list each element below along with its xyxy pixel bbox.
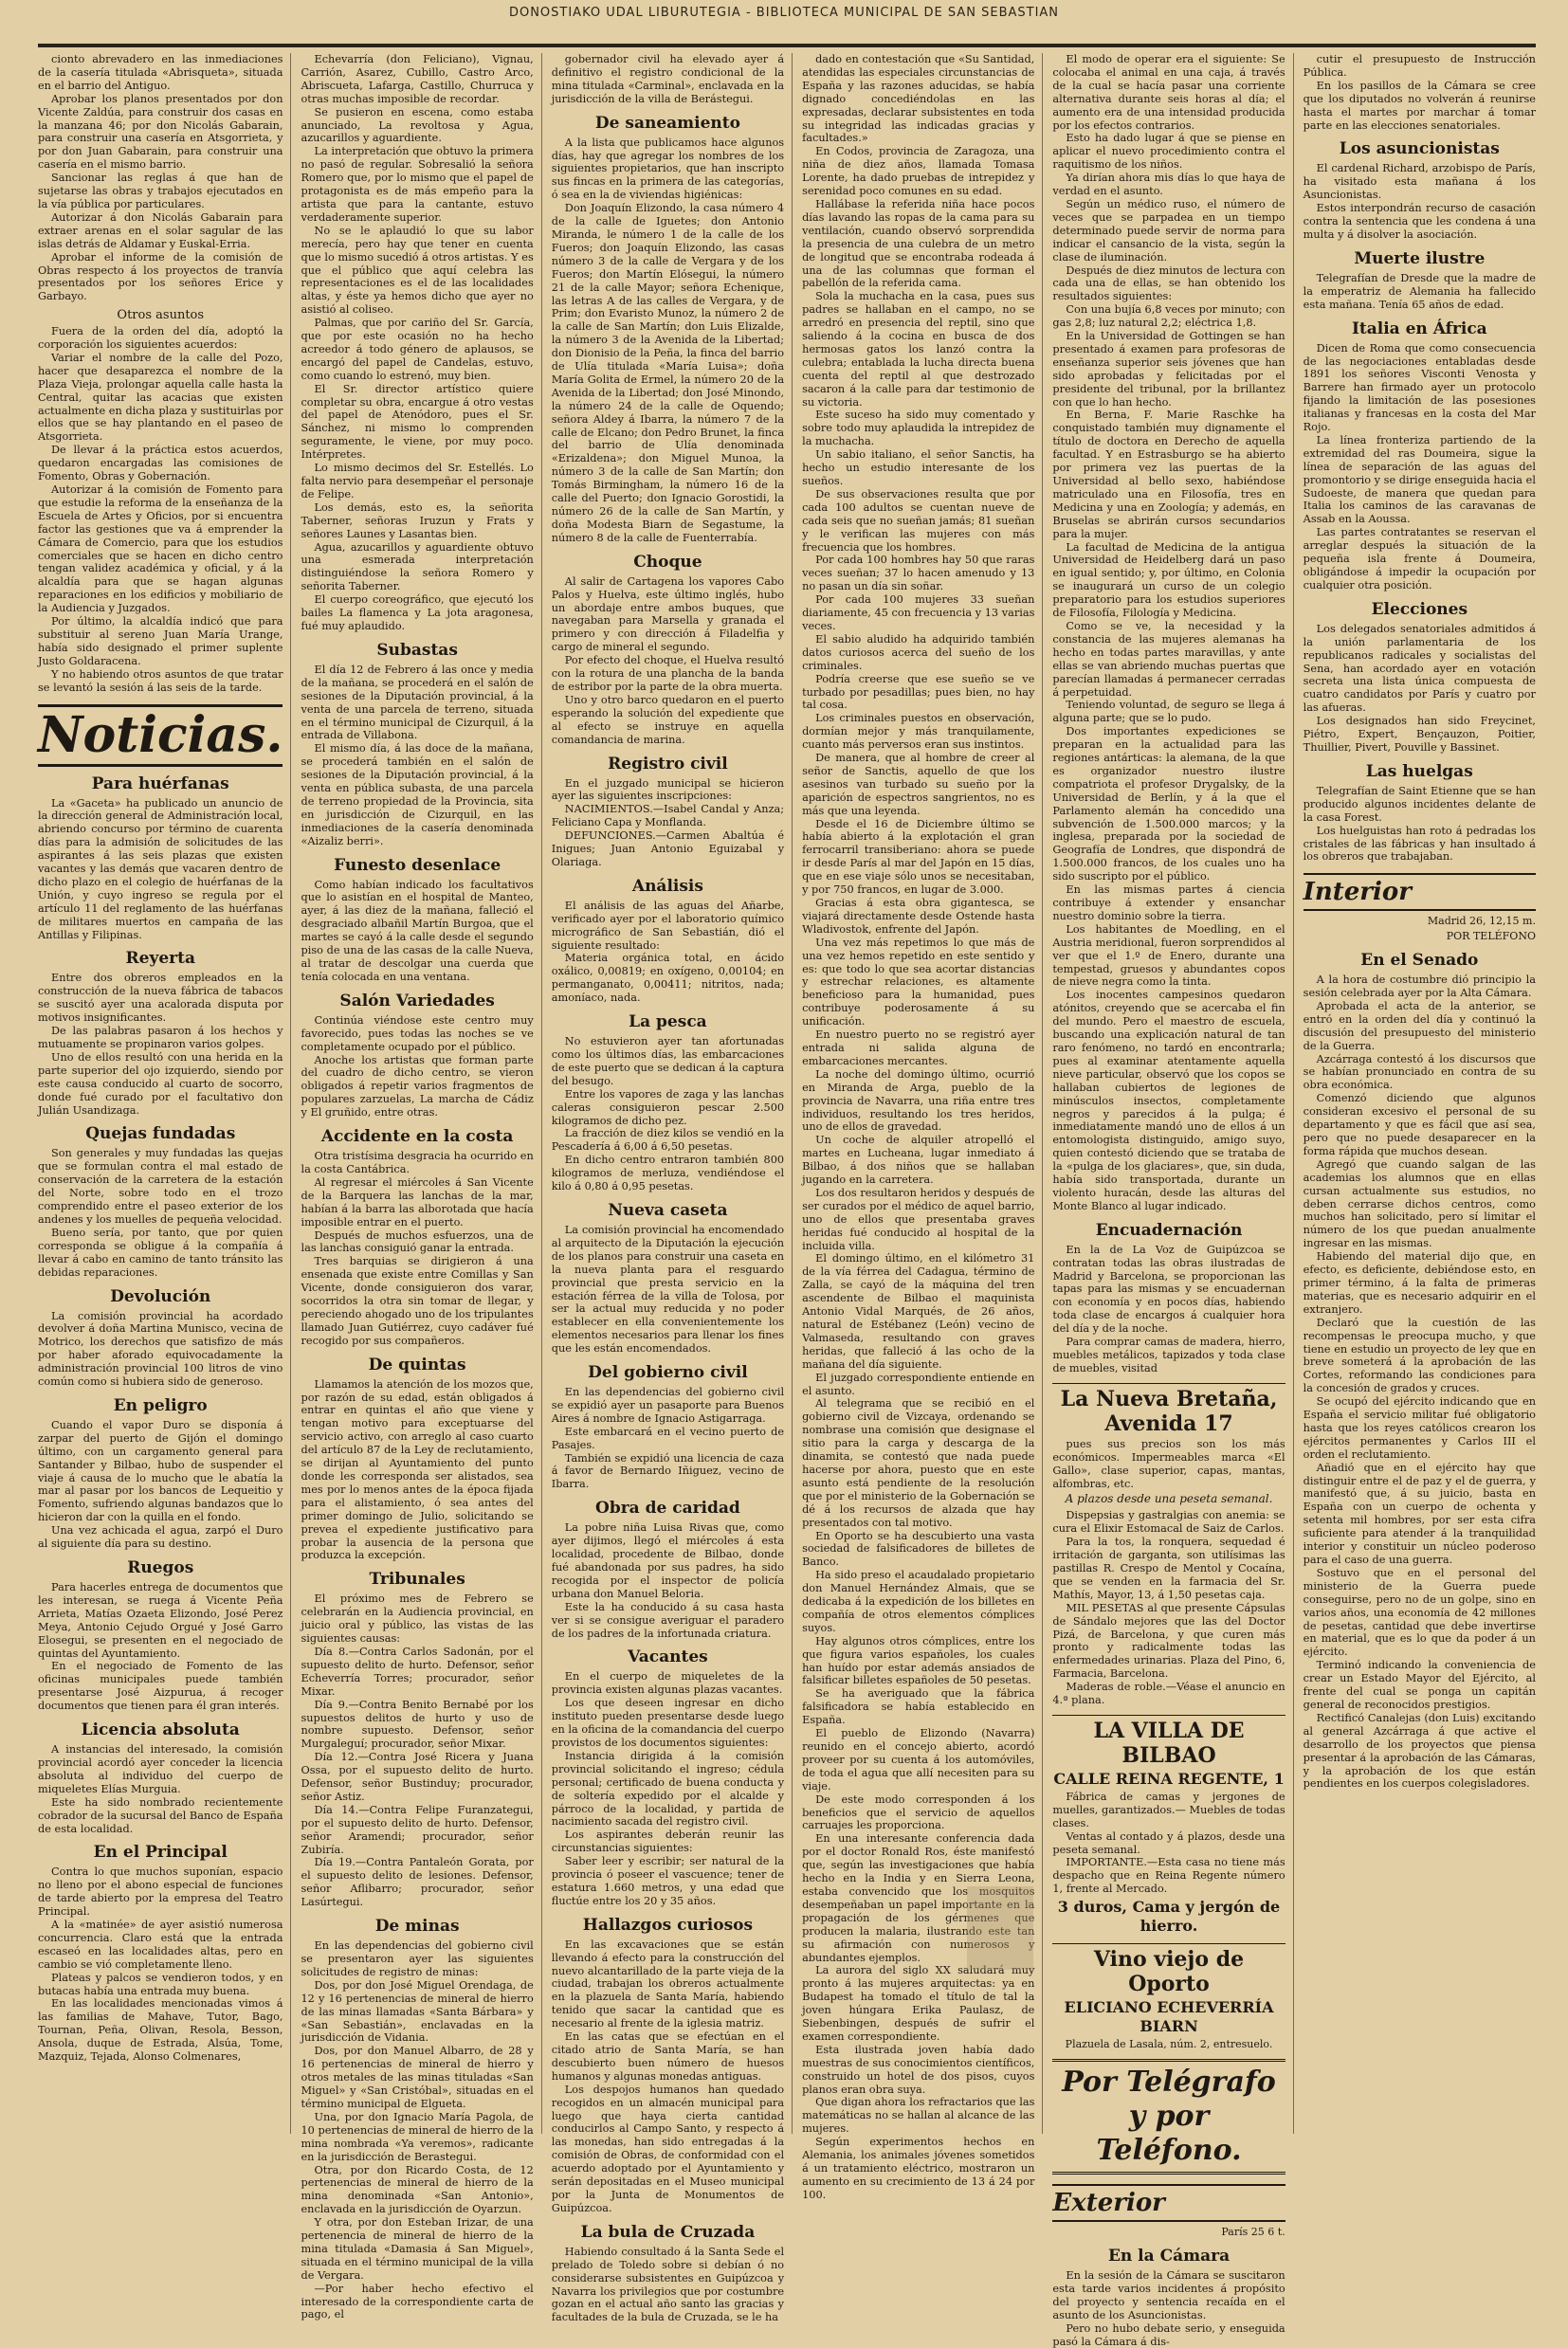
paragraph: Día 8.—Contra Carlos Sadonán, por el supuesto delito de hurto. Defensor, señor Echeverría Torres; procurador, señor Mixar. (301, 1645, 534, 1698)
paragraph: Un sabio italiano, el señor Sanctis, ha hecho un estudio interesante de los sueños. (802, 448, 1035, 487)
section-heading: Los asuncionistas (1339, 139, 1500, 159)
paragraph: En dicho centro entraron también 800 kilogramos de merluza, vendiéndose el kilo á 0,80 á 0,95 pesetas. (551, 1154, 785, 1193)
paragraph: Una vez más repetimos lo que más de una vez hemos repetido en este sentido y es: que todo lo que sea acortar distancias y estrechar relaciones, es altamente beneficioso para la humanidad, pues contribuye poderosamente á su unificación. (802, 936, 1035, 1028)
paragraph: En el negociado de Fomento de las oficinas municipales puede también presentarse José Aizpurua, á recoger documentos que tienen para él gran interés. (38, 1660, 283, 1713)
paragraph: Por último, la alcaldía indicó que para substituir al sereno Juan María Urange, había sido designado el primer suplente Justo Goldaracena. (38, 615, 283, 667)
paragraph: Los huelguistas han roto á pedradas los cristales de las fábricas y han insultado á los obreros que trabajaban. (1303, 824, 1536, 864)
paragraph: Que digan ahora los refractarios que las matemáticas no se hallan al alcance de las mujeres. (802, 2096, 1035, 2136)
paragraph: Instancia dirigida á la comisión provincial solicitando el ingreso; cédula personal; certificado de buena conducta y de soltería expedido por el alcalde y párroco de la localidad, y partida de nacimiento sacada del registro civil. (551, 1749, 785, 1829)
paragraph: Habiendo consultado á la Santa Sede el prelado de Toledo sobre si debían ó no considerarse subsistentes en Guipúzcoa y Navarra los privilegios que por costumbre gozan en el actual año santo las gracias y facultades de la bula de Cruzada, se le ha (551, 2245, 785, 2324)
section-heading: Registro civil (608, 754, 728, 774)
section-heading: Muerte ilustre (1354, 248, 1486, 268)
paragraph: La aurora del siglo XX saludará muy pronto á las mujeres arquitectas: ya en Budapest ha tomado el título de tal la joven húngara Erika Paulasz, de Siebenbingen, después de sufrir el examen correspondiente. (802, 1964, 1035, 2043)
paragraph: Al telegrama que se recibió en el gobierno civil de Vizcaya, ordenando se nombrase una comisión que designase el sitio para la carga y descarga de la dinamita, se contestó que nada puede hacerse por ahora, puesto que en este asunto está pendiente de la resolución que por el ministerio de la Gobernación se dé á los recursos de alzada que hay presentados con tal motivo. (802, 1397, 1035, 1529)
paragraph: Agregó que cuando salgan de las academias los alumnos que en ellas cursan actualmente sus estudios, no deben cerrarse dichos centros, como muchos han solicitado, pero sí limitar el número de los que puedan anualmente ingresar en las mismas. (1303, 1157, 1536, 1250)
paragraph: En las catas que se efectúan en el citado atrio de Santa María, se han descubierto buen número de huesos humanos y algunas monedas antiguas. (551, 2030, 785, 2083)
paragraph: Añadió que en el ejército hay que distinguir entre el de paz y el de guerra, y manifestó que, á su juicio, basta en España con un cuerpo de ochenta y setenta mil hombres, por ser esta cifra suficiente para atender á la tranquilidad interior y constituir un núcleo poderoso para el caso de una guerra. (1303, 1461, 1536, 1566)
paragraph: Los inocentes campesinos quedaron atónitos, creyendo que se acercaba el fin del mundo. Pero el maestro de escuela, buscando una explicación natural de tan raro fenómeno, no tardó en encontrarla; pues al examinar atentamente aquella nieve particular, observó que los copos se hallaban cubiertos de legiones de minúsculos insectos, completamente negros y parecidos á la pulga; é inmediatamente mandó uno de ellos á un entomologista distinguido, amigo suyo, quien contestó diciendo que se trataba de la «pulga de los glaciares», que, sin duda, había sido transportada, durante un violento huracán, desde las alturas del Monte Blanco al lugar indicado. (1052, 989, 1285, 1212)
paragraph: Aprobar los planos presentados por don Vicente Zaldúa, para construir dos casas en la manzana 46; por don Nicolás Gabarain, para construir una casería en Atsgorrieta, y por don Juan Gabarain, para construir una casería en el mismo barrio. (38, 92, 283, 172)
paragraph: De las palabras pasaron á los hechos y mutuamente se propinaron varios golpes. (38, 1025, 283, 1050)
paragraph: Otra, por don Ricardo Costa, de 12 pertenencias de mineral de hierro de la mina denominada «San Antonio», enclavada en la jurisdicción de Oyarzun. (301, 2163, 534, 2216)
paragraph: Este ha sido nombrado recientemente cobrador de la sucursal del Banco de España de esta localidad. (38, 1795, 283, 1835)
paragraph: El sabio aludido ha adquirido también datos curiosos acerca del sueño de los criminales. (802, 632, 1035, 672)
paragraph: Tres barquias se dirigieron á una ensenada que existe entre Comillas y San Vicente, donde consiguieron dos varar, socorridos la otra sin tomar de llegar, y pereciendo ahogado uno de los tripulantes llamado Juan Gutiérrez, cuyo cadáver fué recogido por sus compañeros. (301, 1255, 534, 1347)
column-3 (551, 53, 793, 2324)
paragraph: El cardenal Richard, arzobispo de París, ha visitado esta mañana á los Asuncionistas. (1303, 162, 1536, 202)
paragraph: Anoche los artistas que forman parte del cuadro de dicho centro, se vieron obligados á repetir varios fragmentos de populares zarzuelas, La marcha de Cádiz y El gruñido, entre otras. (301, 1053, 534, 1119)
paragraph: cutir el presupuesto de Instrucción Pública. (1303, 53, 1536, 79)
paragraph: Gracias á esta obra gigantesca, se viajará directamente desde Ostende hasta Wladivostok, enfrente del Japón. (802, 897, 1035, 936)
paragraph: Continúa viéndose este centro muy favorecido, pues todas las noches se ve completamente ocupado por el público. (301, 1013, 534, 1053)
section-heading: Licencia absoluta (81, 1720, 240, 1740)
section-heading: Choque (633, 552, 702, 572)
paragraph: En la Universidad de Gottingen se han presentado á examen para profesoras de enseñanza superior seis jóvenes que han sido aprobadas y felicitadas por el presidente del tribunal, por la brillantez con que lo han hecho. (1052, 330, 1285, 409)
ad-villa-bilbao-title: LA VILLA DE BILBAO (1052, 1715, 1285, 1768)
paragraph: Dos importantes expediciones se preparan en la actualidad para las regiones antárticas: la alemana, de la que es organizador nuestro ilustre compatriota el profesor Drygalsky, de la Universidad de Berlín, y á la que el Parlamento alemán ha concedido una subvención de 1.500.000 marcos; y la inglesa, preparada por la sociedad de Geografía de Londres, que dispondrá de 1.500.000 francos, de los cuales uno ha sido suscripto por el público. (1052, 725, 1285, 883)
paragraph: Sostuvo que en el personal del ministerio de la Guerra puede conseguirse, pero no de un golpe, sino en varios años, una economía de 42 millones de pesetas, cantidad que debe invertirse en material, que es lo que da poder á un ejército. (1303, 1566, 1536, 1659)
paragraph: Este suceso ha sido muy comentado y sobre todo muy aplaudida la intrepidez de la muchacha. (802, 409, 1035, 448)
paragraph: Un coche de alquiler atropelló el martes en Lucheana, lugar inmediato á Bilbao, á dos niños que se hallaban jugando en la carretera. (802, 1134, 1035, 1187)
paragraph: Plateas y palcos se vendieron todos, y en butacas había una entrada muy buena. (38, 1971, 283, 1997)
paragraph: Teniendo voluntad, de seguro se llega á alguna parte; que se lo pudo. (1052, 699, 1285, 725)
ad-villa-bilbao-address: CALLE REINA REGENTE, 1 (1053, 1769, 1285, 1788)
paragraph: Telegrafían de Saint Etienne que se han producido algunos incidentes delante de la casa Forest. (1303, 784, 1536, 824)
paragraph: Ya dirían ahora mis días lo que haya de verdad en el asunto. (1052, 172, 1285, 198)
section-heading: La pesca (629, 1012, 707, 1032)
paragraph: Bueno sería, por tanto, que por quien corresponda se obligue á la compañía á llevar á cabo en camino de tanto tránsito las debidas reparaciones. (38, 1226, 283, 1279)
paragraph: Esto ha dado lugar á que se piense en aplicar el nuevo procedimiento contra el raquitismo de los niños. (1052, 132, 1285, 172)
section-heading: Accidente en la costa (320, 1127, 514, 1147)
paragraph: En las localidades mencionadas vimos á las familias de Mahave, Tutor, Bago, Tournan, Peña, Olivan, Resola, Besson, Ansola, duque de Estrada, Alsúa, Tome, Mazquiz, Tejada, Alonso Colmenares, (38, 1997, 283, 2064)
paragraph: La comisión provincial ha encomendado al arquitecto de la Diputación la ejecución de los planos para construir una caseta en la nueva planta para el resguardo provincial que presta servicio en la estación férrea de la villa de Tolosa, por ser la actual muy reducida y no poder establecer en ella convenientemente los elementos necesarios para llenar los fines que les están encomendados. (551, 1223, 785, 1356)
paragraph: La facultad de Medicina de la antigua Universidad de Heidelberg dará un paso en igual sentido; y, por último, en Colonia se inaugurará un curso de un colegio preparatorio para los estudios superiores de Filosofía, Filología y Medicina. (1052, 540, 1285, 620)
section-heading: Ruegos (127, 1558, 194, 1577)
paragraph: Al regresar el miércoles á San Vicente de la Barquera las lanchas de la mar, habían á la barra las alborotada que hacía imposible entrar en el puerto. (301, 1175, 534, 1229)
paragraph: Una, por don Ignacio María Pagola, de 10 pertenencias de mineral de hierro de la mina nombrada «Ya veremos», radicante en la jurisdicción de Berastegui. (301, 2110, 534, 2163)
section-heading: En el Senado (1360, 951, 1479, 971)
paragraph: —Por haber hecho efectivo el interesado de la correspondiente carta de pago, el (301, 2282, 534, 2321)
paragraph: En las dependencias del gobierno civil se expidió ayer un pasaporte para Buenos Aires á nombre de Ignacio Astigarraga. (551, 1386, 785, 1425)
paragraph: DEFUNCIONES.—Carmen Abaltúa é Inigues; Juan Antonio Eguizabal y Olariaga. (551, 829, 785, 868)
paragraph: cionto abrevadero en las inmediaciones de la casería titulada «Abrisqueta», situada en el barrio del Antiguo. (38, 53, 283, 92)
section-heading: Subastas (376, 640, 458, 660)
paragraph: De sus observaciones resulta que por cada 100 adultos se cuentan nueve de cada seis que no sueñan jamás; 81 sueñan y le verifican las mujeres con más frecuencia que los hombres. (802, 487, 1035, 554)
section-heading: Devolución (110, 1286, 211, 1306)
paragraph: Por cada 100 hombres hay 50 que raras veces sueñan; 37 lo hacen amenudo y 13 no pasan un día sin soñar. (802, 554, 1035, 593)
paragraph: El juzgado correspondiente entiende en el asunto. (802, 1371, 1035, 1397)
section-heading: Nueva caseta (608, 1200, 728, 1220)
paragraph: A la lista que publicamos hace algunos días, hay que agregar los nombres de los siguientes propietarios, que han inscripto sus fincas en la primera de las categorías, ó sea en la de viviendas higiénicas: (551, 136, 785, 202)
paragraph: En Codos, provincia de Zaragoza, una niña de diez años, llamada Tomasa Lorente, ha dado pruebas de intrepidez y serenidad poco comunes en su edad. (802, 145, 1035, 198)
paragraph: Los despojos humanos han quedado recogidos en un almacén municipal para luego que haya cierta cantidad conducirlos al Campo Santo, y respecto á las monedas, han sido entregadas á la comisión de Obras, de conformidad con el acuerdo adoptado por el Ayuntamiento y serán depositadas en el Museo municipal por la Junta de Monumentos de Guipúzcoa. (551, 2083, 785, 2214)
paragraph: En la de La Voz de Guipúzcoa se contratan todas las obras ilustradas de Madrid y Barcelona, se proporcionan las tapas para las mismas y se encuadernan con economía y en pocos días, habiendo toda clase de encargos á cualquier hora del día y de la noche. (1052, 1243, 1285, 1336)
paragraph: Hallábase la referida niña hace pocos días lavando las ropas de la cama para su ventilación, cuando observó sorprendida la presencia de una culebra de un metro de longitud que se encontraba rodeada á una de las columnas que forman el pabellón de la referida cama. (802, 197, 1035, 290)
paragraph: Los delegados senatoriales admitidos á la unión parlamentaria de los republicanos radicales y socialistas del Sena, han acordado ayer en votación secreta una lista única compuesta de cuatro candidatos por París y cuatro por las afueras. (1303, 622, 1536, 715)
paragraph: Sancionar las reglas á que han de sujetarse las obras y trabajos ejecutados en la vía pública por particulares. (38, 172, 283, 210)
paragraph: Los habitantes de Moedling, en el Austria meridional, fueron sorprendidos al ver que el 1.º de Enero, durante una tempestad, gruesos y abundantes copos de nieve negra como la tinta. (1052, 922, 1285, 989)
paragraph: Fábrica de camas y jergones de muelles, garantizados.— Muebles de todas clases. (1052, 1790, 1285, 1829)
paragraph: Día 12.—Contra José Ricera y Juana Ossa, por el supuesto delito de hurto. Defensor, señor Bustinduy; procurador, señor Astiz. (301, 1751, 534, 1803)
paragraph: gobernador civil ha elevado ayer á definitivo el registro condicional de la mina titulada «Carminal», enclavada en la jurisdicción de la villa de Berástegui. (551, 53, 785, 105)
paragraph: Por efecto del choque, el Huelva resultó con la rotura de una plancha de la banda de estribor por la parte de la obra muerta. (551, 654, 785, 693)
paragraph: Según experimentos hechos en Alemania, los animales jóvenes sometidos á un tratamiento eléctrico, mostraron un aumento en su crecimiento de 13 á 24 por 100. (802, 2136, 1035, 2201)
noticias-title: Noticias. (38, 704, 283, 767)
dateline: Madrid 26, 12,15 m. (1427, 915, 1536, 928)
paragraph: El pueblo de Elizondo (Navarra) reunido en el concejo abierto, acordó proveer por su cuenta á los automóviles, de toda el agua que allí necesiten para su viaje. (802, 1727, 1035, 1793)
paragraph: Pero no hubo debate serio, y enseguida pasó la Cámara á dis- (1052, 2321, 1285, 2348)
paragraph: Como se ve, la necesidad y la constancia de las mujeres alemanas ha hecho en todas partes maravillas, y ante ellas se van abriendo muchas puertas que parecían llamadas á permanecer cerradas á perpetuidad. (1052, 619, 1285, 699)
section-heading: Obra de caridad (595, 1499, 740, 1519)
paragraph: MIL PESETAS al que presente Cápsulas de Sándalo mejores que las del Doctor Pizá, de Barcelona, y que curen más pronto y radicalmente todas las enfermedades urinarias. Plaza del Pino, 6, Farmacia, Barcelona. (1052, 1601, 1285, 1681)
paragraph: Las partes contratantes se reservan el arreglar después la situación de la pequeña isla frente á Doumeira, obligándose á impedir la ocupación por cualquier otra posición. (1303, 526, 1536, 592)
paragraph: A instancias del interesado, la comisión provincial acordó ayer conceder la licencia absoluta al individuo del cuerpo de miqueletes Elías Murguia. (38, 1743, 283, 1795)
section-heading: Quejas fundadas (85, 1124, 236, 1144)
paragraph: Este embarcará en el vecino puerto de Pasajes. (551, 1425, 785, 1451)
paragraph: En Oporto se ha descubierto una vasta sociedad de falsificadores de billetes de Banco. (802, 1529, 1035, 1569)
paragraph: Se ocupó del ejército indicando que en España el servicio militar fué obligatorio hasta que los reyes católicos crearon los ejércitos permanentes y Carlos III el orden el reclutamiento. (1303, 1395, 1536, 1461)
paragraph: dado en contestación que «Su Santidad, atendidas las especiales circunstancias de España y las razones aducidas, se había dignado concediéndolas en las expresadas, declarar subsistentes en toda su integridad las indicadas gracias y facultades.» (802, 53, 1035, 145)
section-heading: De saneamiento (594, 113, 740, 133)
paragraph: Hay algunos otros cómplices, entre los que figura varios españoles, los cuales han huído por estar además ansiados de falsificar billetes españoles de 50 pesetas. (802, 1634, 1035, 1687)
ad-plazos-note: A plazos desde una peseta semanal. (1065, 1492, 1273, 1506)
paragraph: Declaró que la cuestión de las recompensas le preocupa mucho, y que tiene en estudio un proyecto de ley que en breve someterá á la aprobación de las Cortes, reformando las condiciones para la concesión de grados y cruces. (1303, 1316, 1536, 1395)
section-heading: Hallazgos curiosos (582, 1915, 754, 1935)
section-heading: Vacantes (628, 1647, 708, 1667)
section-heading: La bula de Cruzada (580, 2222, 756, 2242)
paragraph: Fuera de la orden del día, adoptó la corporación los siguientes acuerdos: (38, 325, 283, 352)
paragraph: Después de muchos esfuerzos, una de las lanchas consiguió ganar la entrada. (301, 1229, 534, 1255)
paragraph: Para la tos, la ronquera, sequedad é irritación de garganta, son utilísimas las pastillas R. Crespo de Mentol y Cocaína, que se venden en la farmacia del Sr. Mathís, Mayor, 13, á 1,50 pesetas caja. (1052, 1536, 1285, 1601)
paragraph: La línea fronteriza partiendo de la extremidad del ras Doumeira, sigue la línea de separación de las aguas del promontorio y se dirige enseguida hacia el Sudoeste, de manera que quedan para Italia los caminos de las caravanas de Assab en la Aoussa. (1303, 433, 1536, 526)
paragraph: Cuando el vapor Duro se disponía á zarpar del puerto de Gijón el domingo último, con un cargamento general para Santander y Bilbao, hubo de suspender el viaje á causa de lo mucho que le abatía la mar al pasar por los bancos de Lequeitio y Fomento, sufriendo algunas bandazos que lo hicieron dar con la quilla en el fondo. (38, 1418, 283, 1524)
paragraph: Habiendo del material dijo que, en efecto, es deficiente, debiéndose esto, en primer término, á la falta de primeras materias, que es necesario adquirir en el extranjero. (1303, 1250, 1536, 1316)
paragraph: Rectificó Canalejas (don Luis) excitando al general Azcárraga á que active el desarrollo de los proyectos que piensa presentar á la aprobación de las Cámaras, y la aprobación de los que están pendientes en los cuerpos colegisladores. (1303, 1711, 1536, 1791)
section-heading: Análisis (631, 876, 703, 896)
paragraph: Después de diez minutos de lectura con cada una de ellas, se han obtenido los resultados siguientes: (1052, 264, 1285, 303)
paragraph: En Berna, F. Marie Raschke ha conquistado también muy dignamente el título de doctora en Derecho de aquella facultad. Y en Estrasburgo se ha abierto por primera vez las puertas de la Universidad al bello sexo, habiéndose matriculado una en Filosofía, tres en Medicina y una en Zoología; y además, en Bruselas se abrirán cursos secundarios para la mujer. (1052, 409, 1285, 540)
paragraph: El domingo último, en el kilómetro 31 de la vía férrea del Cadagua, término de Zalla, se cayó de la máquina del tren ascendente de Bilbao el maquinista Antonio Vidal Marqués, de 26 años, natural de Estébanez (León) vecino de Valmaseda, resultando con graves heridas, que falleció á las ocho de la mañana del día siguiente. (802, 1252, 1035, 1371)
paragraph: En la sesión de la Cámara se suscitaron esta tarde varios incidentes á propósito del proyecto y sentencia recaída en el asunto de los Asuncionistas. (1052, 2269, 1285, 2321)
paragraph: La comisión provincial ha acordado devolver á doña Martina Munisco, vecina de Motrico, los derechos que satisfizo de más por haber aforado equivocadamente la administración provincial 100 litros de vino común como si hubiera sido de generoso. (38, 1309, 283, 1389)
paper-stain (967, 1886, 1033, 1970)
paragraph: Llamamos la atención de los mozos que, por razón de su edad, están obligados á entrar en quintas el año que viene y tengan motivo para exceptuarse del servicio activo, con arreglo al caso cuarto del artículo 87 de la Ley de reclutamiento, se dirijan al Ayuntamiento del punto donde les corresponda ser alistados, sea mes por lo menos antes de la época fijada para el alistamiento, ó sea antes del primer domingo de Julio, solicitando se prevea el expediente justificativo para probar la ausencia de la persona que produzca la excepción. (301, 1377, 534, 1562)
paragraph: Autorizar á don Nicolás Gabarain para extraer arenas en el solar sagular de las islas detrás de Aldamar y Euskal-Erria. (38, 210, 283, 250)
paragraph: Y no habiendo otros asuntos de que tratar se levantó la sesión á las seis de la tarde. (38, 667, 283, 694)
paragraph: A la hora de costumbre dió principio la sesión celebrada ayer por la Alta Cámara. (1303, 974, 1536, 1000)
paragraph: Por cada 100 mujeres 33 sueñan diariamente, 45 con frecuencia y 13 varias veces. (802, 593, 1035, 632)
paragraph: Como habían indicado los facultativos que lo asistían en el hospital de Manteo, ayer, á las diez de la mañana, falleció el desgraciado albañil Martín Burgoa, que el martes se cayó á la calle desde el segundo piso de una de las casas de la calle Nueva, al tratar de descolgar una cuerda que tenía colocada en una ventana. (301, 878, 534, 983)
paragraph: Este la ha conducido á su casa hasta ver si se consigue averiguar el paradero de los padres de la infortunada criatura. (551, 1600, 785, 1640)
paragraph: Dos, por don José Miguel Orendaga, de 12 y 16 pertenencias de mineral de hierro de las minas llamadas «Santa Bárbara» y «San Sebastián», enclavadas en la jurisdicción de Vidania. (301, 1978, 534, 2045)
paragraph: Dos, por don Manuel Albarro, de 28 y 16 pertenencias de mineral de hierro y otros metales de las minas tituladas «San Miguel» y «San Cristóbal», situadas en el término municipal de Elgueta. (301, 2045, 534, 2110)
paragraph: El modo de operar era el siguiente: Se colocaba el animal en una caja, á través de la cual se hacía pasar una corriente alternativa durante seis horas al día; el aumento era de una intensidad producida por los efectos contrarios. (1052, 53, 1285, 132)
paragraph: Comenzó diciendo que algunos consideran excesivo el personal de su departamento y que es fácil que así sea, pero que no puede desaparecer en la forma rápida que muchos desean. (1303, 1092, 1536, 1157)
column-6 (1304, 53, 1536, 2134)
paragraph: Terminó indicando la conveniencia de crear un Estado Mayor del Ejército, al frente del cual se ponga un capitán general de reconocidos prestigios. (1303, 1659, 1536, 1711)
paragraph: Otra tristísima desgracia ha ocurrido en la costa Cantábrica. (301, 1150, 534, 1175)
section-heading: En el Principal (93, 1843, 228, 1863)
paragraph: Según un médico ruso, el número de veces que se parpadea en un tiempo determinado puede servir de norma para indicar el cansancio de la vista, según la clase de iluminación. (1052, 197, 1285, 264)
paragraph: En las dependencias del gobierno civil se presentaron ayer las siguientes solicitudes de registro de minas: (301, 1939, 534, 1978)
exterior-title: Exterior (1052, 2184, 1285, 2222)
paragraph: NACIMIENTOS.—Isabel Candal y Anza; Feliciano Capa y Monflanda. (551, 803, 785, 829)
paragraph: Los aspirantes deberán reunir las circunstancias siguientes: (551, 1829, 785, 1855)
column-1 (38, 53, 291, 2134)
paragraph: Son generales y muy fundadas las quejas que se formulan contra el mal estado de conservación de la carretera de la estación del Norte, sobre todo en el trozo comprendido entre el paseo exterior de los andenes y los muelles de pequeña velocidad. (38, 1147, 283, 1226)
paragraph: En el juzgado municipal se hicieron ayer las siguientes inscripciones: (551, 776, 785, 803)
newspaper-columns (38, 53, 1536, 2348)
paragraph: En las excavaciones que se están llevando á efecto para la construcción del nuevo alcantarillado de la parte vieja de la ciudad, trabajan los obreros actualmente en la plazuela de Santa María, habiendo tenido que sacar la cantidad que es necesario al frente de la iglesia matriz. (551, 1938, 785, 2030)
paragraph: Autorizar á la comisión de Fomento para que estudie la reforma de la enseñanza de la Escuela de Artes y Oficios, por si encuentra factor las gestiones que va á emprender la Cámara de Comercio, para que los estudios comerciales que se hacen en dicho centro tengan validez académica y oficial, y á la alcaldía para que se hagan algunas reparaciones en los edificios y mobiliario de la Audiencia y Juzgados. (38, 483, 283, 615)
paragraph: Lo mismo decimos del Sr. Estellés. Lo falta nervio para desempeñar el personaje de Felipe. (301, 462, 534, 501)
paragraph: IMPORTANTE.—Esta casa no tiene más despacho que en Reina Regente número 1, frente al Mercado. (1052, 1856, 1285, 1896)
paragraph: Echevarría (don Feliciano), Vignau, Carrión, Asarez, Cubillo, Castro Arco, Abriscueta, Lafarga, Castillo, Churruca y otras muchas imposible de recordar. (301, 53, 534, 105)
paragraph: La fracción de diez kilos se vendió en la Pescadería á 6,00 á 6,50 pesetas. (551, 1127, 785, 1154)
paragraph: Entre dos obreros empleados en la construcción de la nueva fábrica de tabacos se suscitó ayer una acalorada disputa por motivos insignificantes. (38, 972, 283, 1025)
paragraph: Al salir de Cartagena los vapores Cabo Palos y Huelva, este último inglés, hubo un abordaje entre ambos buques, que navegaban para Marsella y granada el primero y con dirección á Filadelfia y cargo de mineral el segundo. (551, 574, 785, 654)
section-heading: Italia en África (1351, 319, 1487, 338)
paragraph: Dicen de Roma que como consecuencia de las negociaciones entabladas desde 1891 los señores Visconti Venosta y Barrere han firmado ayer un protocolo fijando la limitación de las posesiones italianas y francesas en la costa del Mar Rojo. (1303, 341, 1536, 434)
section-heading: Elecciones (1371, 599, 1468, 619)
paragraph: De manera, que al hombre de creer al señor de Sanctis, aquello de que los asesinos van turbado su sueño por la aparición de espectros sangrientos, no es más que una leyenda. (802, 752, 1035, 817)
paragraph: En el cuerpo de miqueletes de la provincia existen algunas plazas vacantes. (551, 1670, 785, 1697)
ad-nueva-bretana-title: La Nueva Bretaña, Avenida 17 (1052, 1383, 1285, 1436)
column-5 (1052, 53, 1293, 2348)
paragraph: El análisis de las aguas del Añarbe, verificado ayer por el laboratorio químico micrográfico de San Sebastián, dió el siguiente resultado: (551, 899, 785, 952)
paragraph: Los que deseen ingresar en dicho instituto pueden presentarse desde luego en la oficina de la comandancia del cuerpo provistos de los documentos siguientes: (551, 1697, 785, 1749)
paragraph: Variar el nombre de la calle del Pozo, hacer que desaparezca el nombre de la Plaza Vieja, prolongar aquella calle hasta la Central, quitar las acacias que existen actualmente en dicha plaza y sustituirlas por ellos que se hay plantando en el paseo de Atsgorrieta. (38, 351, 283, 444)
telegrafo-title: Por Telégrafo y por Teléfono. (1052, 2059, 1285, 2175)
paragraph: La noche del domingo último, ocurrió en Miranda de Arga, pueblo de la provincia de Navarra, una riña entre tres individuos, resultando los tres heridos, uno de ellos de gravedad. (802, 1067, 1035, 1134)
paragraph: Para comprar camas de madera, hierro, muebles metálicos, tapizados y toda clase de muebles, visitad (1052, 1336, 1285, 1374)
paragraph: De llevar á la práctica estos acuerdos, quedaron encargadas las comisiones de Fomento, Obras y Gobernación. (38, 444, 283, 483)
paragraph: No se le aplaudió lo que su labor merecía, pero hay que tener en cuenta que lo mismo sucedió á otros artistas. Y es que el público que aquí celebra las representaciones es el de las localidades altas, y éste ya hemos dicho que ayer no asistió al coliseo. (301, 224, 534, 317)
paragraph: Esta ilustrada joven había dado muestras de sus conocimientos científicos, construido un hotel de dos pisos, cuyos planos eran obra suya. (802, 2043, 1035, 2096)
column-4 (802, 53, 1043, 2201)
paragraph: Con una bujía 6,8 veces por minuto; con gas 2,8; luz natural 2,2; eléctrica 1,8. (1052, 303, 1285, 330)
paragraph: Día 14.—Contra Felipe Furanzategui, por el supuesto delito de hurto. Defensor, señor Aramendi; procurador, señor Zubiría. (301, 1803, 534, 1856)
paragraph: Maderas de roble.—Véase el anuncio en 4.ª plana. (1052, 1681, 1285, 1707)
paragraph: Uno de ellos resultó con una herida en la parte superior del ojo izquierdo, siendo por este causa conducido al cuarto de socorro, donde fué curado por el facultativo don Julián Usandizaga. (38, 1050, 283, 1117)
section-heading: Del gobierno civil (588, 1363, 748, 1383)
paragraph: Don Joaquín Elizondo, la casa número 4 de la calle de Iguetes; don Antonio Miranda, le número 1 de la calle de los Fueros; don Joaquín Elizondo, las casas número 3 de la calle de Vergara y de los Fueros; don Martín Elósegui, la número 21 de la calle Mayor; señora Echenique, las letras A de las calles de Vergara, y de Prim; don Evaristo Munoz, la número 2 de la calle de San Martín; don Luis Elizalde, la número 3 de la Avenida de la Libertad; don Dionisio de la Peña, la finca del barrio de Ulía titulada «María Luisa»; doña María Golita de Ermel, la número 20 de la Avenida de la Libertad; don José Minondo, la número 24 de la calle de Oquendo; señora Aldey á Ibarra, la número 7 de la calle de Elcano; don Pedro Brunet, la finca del barrio de Ulía denominada «Erizaldena»; don Miguel Munoa, la número 3 de la calle de San Martín; don Tomás Birmingham, la número 16 de la calle del Puerto; don Ignacio Gorostidi, la número 26 de la calle de San Martín, y doña Modesta Biarn de Segastume, la número 8 de la calle de Fuenterrabía. (551, 202, 785, 544)
dateline-source: POR TELÉFONO (1446, 930, 1536, 943)
section-heading: Las huelgas (1365, 761, 1473, 781)
paragraph: La pobre niña Luisa Rivas que, como ayer dijimos, llegó el miércoles á esta localidad, procedente de Bilbao, donde fué abandonada por sus padres, ha sido recogida por el inspector de policía urbana don Manuel Beloria. (551, 1521, 785, 1600)
ad-vino-oporto-seller: ELICIANO ECHEVERRÍA BIARN (1064, 1998, 1274, 2036)
paragraph: El mismo día, á las doce de la mañana, se procederá también en el salón de sesiones de la Diputación provincial, á la venta en pública subasta, de una parcela de terreno propiedad de la Provincia, sita en jurisdicción de Cizurquil, en las inmediaciones de la casería denominada «Aizaliz berri». (301, 742, 534, 847)
top-rule (38, 44, 1536, 47)
section-heading: En la Cámara (1107, 2247, 1231, 2266)
paragraph: De este modo corresponden á los beneficios que el servicio de aquellos carruajes les proporciona. (802, 1793, 1035, 1832)
section-heading: De quintas (368, 1355, 466, 1374)
paragraph: Agua, azucarillos y aguardiente obtuvo una esmerada interpretación distinguiéndose la señora Romero y señorita Taberner. (301, 540, 534, 593)
column-2 (301, 53, 541, 2321)
paragraph: Entre los vapores de zaga y las lanchas caleras consiguieron pescar 2.500 kilogramos de dicho pez. (551, 1087, 785, 1127)
ad-vino-oporto-address: Plazuela de Lasala, núm. 2, entresuelo. (1065, 2038, 1273, 2051)
section-heading: De minas (374, 1917, 460, 1937)
paragraph: El próximo mes de Febrero se celebrarán en la Audiencia provincial, en juicio oral y público, las vistas de las siguientes causas: (301, 1593, 534, 1646)
paragraph: Y otra, por don Esteban Irizar, de una pertenencia de mineral de hierro de la mina titulada «Damasia á San Miguel», situada en el término municipal de la villa de Vergara. (301, 2216, 534, 2282)
paragraph: La «Gaceta» ha publicado un anuncio de la dirección general de Administración local, abriendo concurso por término de cuarenta días para la admisión de solicitudes de las aspirantes á las seis plazas que existen vacantes y las demás que vacaren dentro de dicho plazo en el colegio de huérfanas de la Unión, y cuyo ingreso se regula por el artículo 11 del reglamento de las huérfanas de militares muertos en campaña de las Antillas y Filipinas. (38, 796, 283, 941)
paragraph: Ventas al contado y á plazos, desde una peseta semanal. (1052, 1829, 1285, 1856)
paragraph: En nuestro puerto no se registró ayer entrada ni salida alguna de embarcaciones mercantes. (802, 1028, 1035, 1067)
interior-title: Interior (1304, 873, 1536, 911)
paragraph: Los demás, esto es, la señorita Taberner, señoras Iruzun y Frats y señores Launes y Lasantas bien. (301, 501, 534, 540)
ad-tres-duros: 3 duros, Cama y jergón de hierro. (1057, 1898, 1281, 1936)
paragraph: Día 19.—Contra Pantaleón Gorata, por el supuesto delito de lesiones. Defensor, señor Aflibarro; procurador, señor Lasúrtegui. (301, 1856, 534, 1909)
section-heading: En peligro (113, 1395, 208, 1415)
paragraph: Se ha averiguado que la fábrica falsificadora se había establecido en España. (802, 1687, 1035, 1727)
paragraph: El Sr. director artístico quiere completar su obra, encargue á otro vestas del papel de Atenódoro, pues el Sr. Sánchez, ni mismo lo comprenden seguramente, le viene, por muy poco. Intérpretes. (301, 382, 534, 462)
paragraph: Estos interpondrán recurso de casación contra la sentencia que les condena á una multa y á disolver la asociación. (1303, 202, 1536, 241)
paragraph: Los dos resultaron heridos y después de ser curados por el médico de aquel barrio, uno de ellos que presentaba graves heridas fué conducido al hospital de la incluida villa. (802, 1186, 1035, 1252)
paragraph: pues sus precios son los más económicos. Impermeables marca «El Gallo», clase superior, capas, mantas, alfombras, etc. (1052, 1437, 1285, 1490)
paragraph: Se pusieron en escena, como estaba anunciado, La revoltosa y Agua, azucarillos y aguardiente. (301, 105, 534, 145)
paragraph: En los pasillos de la Cámara se cree que los diputados no volverán á reunirse hasta el martes por marchar á tomar parte en las elecciones senatoriales. (1303, 79, 1536, 132)
paragraph: La interpretación que obtuvo la primera no pasó de regular. Sobresalió la señora Romero que, por lo mismo que el papel de protagonista es de más empeño para la artista que para la cantante, estuvo verdaderamente superior. (301, 145, 534, 224)
paragraph: También se expidió una licencia de caza á favor de Bernardo Iñiguez, vecino de Ibarra. (551, 1451, 785, 1491)
paragraph: Palmas, que por cariño del Sr. García, que por este ocasión no ha hecho acreedor á todo género de aplausos, se encargó del papel de Candelas, estuvo, como cuando lo estrenó, muy bien. (301, 317, 534, 382)
paragraph: El cuerpo coreográfico, que ejecutó los bailes La flamenca y La jota aragonesa, fué muy aplaudido. (301, 593, 534, 632)
paragraph: Saber leer y escribir; ser natural de la provincia ó poseer el vascuence; tener de estatura 1.660 metros, y una edad que fluctúe entre los 20 y 35 años. (551, 1855, 785, 1907)
paragraph: No estuvieron ayer tan afortunadas como los últimos días, las embarcaciones de este puerto que se dedican á la captura del besugo. (551, 1035, 785, 1087)
paragraph: Contra lo que muchos suponían, espacio no lleno por el abono especial de funciones de tarde abierto por la empresa del Teatro Principal. (38, 1866, 283, 1919)
paragraph: Los criminales puestos en observación, dormían mejor y más tranquilamente, cuanto más perversos eran sus instintos. (802, 712, 1035, 752)
paragraph: Desde el 16 de Diciembre último se había abierto á la explotación el gran ferrocarril transiberiano: ahora se puede ir desde París al mar del Japón en 15 días, que en ese viaje sólo unos se necesitaban, y por 750 francos, en lugar de 3.000. (802, 817, 1035, 897)
section-heading: Para huérfanas (91, 774, 229, 793)
paragraph: Día 9.—Contra Benito Bernabé por los supuestos delitos de hurto y uso de nombre supuesto. Defensor, señor Murgaleguí; procurador, señor Mixar. (301, 1698, 534, 1751)
paragraph: Para hacerles entrega de documentos que les interesan, se ruega á Vicente Peña Arrieta, Matías Ozaeta Elizondo, José Perez Meya, Antonio Cejudo Orgué y José Garro Elosegui, se presenten en el negociado de quintas del Ayuntamiento. (38, 1581, 283, 1660)
section-heading: Funesto desenlace (334, 855, 501, 875)
paragraph: Azcárraga contestó á los discursos que se habían pronunciado en contra de su obra económica. (1303, 1052, 1536, 1092)
paragraph: Materia orgánica total, en ácido oxálico, 0,00819; en oxígeno, 0,00104; en permanganato, 0,00411; nitritos, nada; amoníaco, nada. (551, 952, 785, 1005)
paragraph: Dispepsias y gastralgias con anemia: se cura el Elixir Estomacal de Saiz de Carlos. (1052, 1509, 1285, 1536)
paragraph: Aprobar el informe de la comisión de Obras respecto á los proyectos de tranvía presentados por los señores Erice y Garbayo. (38, 250, 283, 303)
section-heading: Tribunales (369, 1570, 465, 1590)
paragraph: Una vez achicada el agua, zarpó el Duro al siguiente día para su destino. (38, 1524, 283, 1551)
archive-header: DONOSTIAKO UDAL LIBURUTEGIA - BIBLIOTECA MUNICIPAL DE SAN SEBASTIAN (508, 6, 1060, 20)
paragraph: Aprobada el acta de la anterior, se entró en la orden del día y continuó la discusión del presupuesto del ministerio de la Guerra. (1303, 999, 1536, 1052)
paragraph: En las mismas partes á ciencia contribuye á extender y ensanchar nuestro dominio sobre la tierra. (1052, 883, 1285, 922)
section-heading: Otros asuntos (117, 308, 205, 323)
section-heading: Salón Variedades (339, 991, 495, 1010)
paragraph: Ha sido preso el acaudalado propietario don Manuel Hernández Almais, que se dedicaba á la expedición de los billetes en compañía de otros elementos cómplices suyos. (802, 1569, 1035, 1634)
paragraph: El día 12 de Febrero á las once y media de la mañana, se procederá en el salón de sesiones de la Diputación provincial, á la venta de una parcela de terreno, situada en el término municipal de Cizurquil, á la entrada de Villabona. (301, 663, 534, 742)
dateline: París 25 6 t. (1221, 2226, 1285, 2239)
section-heading: Encuadernación (1095, 1220, 1243, 1240)
paragraph: Podría creerse que ese sueño se ve turbado por pesadillas; pues bien, no hay tal cosa. (802, 672, 1035, 712)
paragraph: Telegrafían de Dresde que la madre de la emperatriz de Alemania ha fallecido esta mañana. Tenía 65 años de edad. (1303, 271, 1536, 311)
paragraph: A la «matinée» de ayer asistió numerosa concurrencia. Claro está que la entrada escaseó en las localidades altas, pero en cambio se vió completamente lleno. (38, 1919, 283, 1971)
paragraph: Uno y otro barco quedaron en el puerto esperando la solución del expediente que al efecto se instruye en aquella comandancia de marina. (551, 693, 785, 746)
paragraph: En una interesante conferencia dada por el doctor Ronald Ros, éste manifestó que, según las investigaciones que había hecho en la India y en Sierra Leona, estaba convencido que los mosquitos desempeñaban un papel importante en la propagación de los gérmenes que producen la malaria, ilustrando este tan su afirmación con numerosos y abundantes ejemplos. (802, 1832, 1035, 1964)
section-heading: Reyerta (125, 949, 195, 969)
paragraph: Los designados han sido Freycinet, Piétro, Expert, Bençauzon, Poitier, Thuillier, Pivert, Pouville y Bassinet. (1303, 715, 1536, 754)
paragraph: Sola la muchacha en la casa, pues sus padres se hallaban en el campo, no se arredró en presencia del reptil, sino que saliendo á la cocina en busca de dos hermosas gatos los lanzó contra la culebra; entablada la lucha directa buena cuenta del reptil al que destrozado sacaron á la calle para dar testimonio de su victoria. (802, 290, 1035, 409)
ad-vino-oporto-title: Vino viejo de Oporto (1052, 1943, 1285, 1996)
